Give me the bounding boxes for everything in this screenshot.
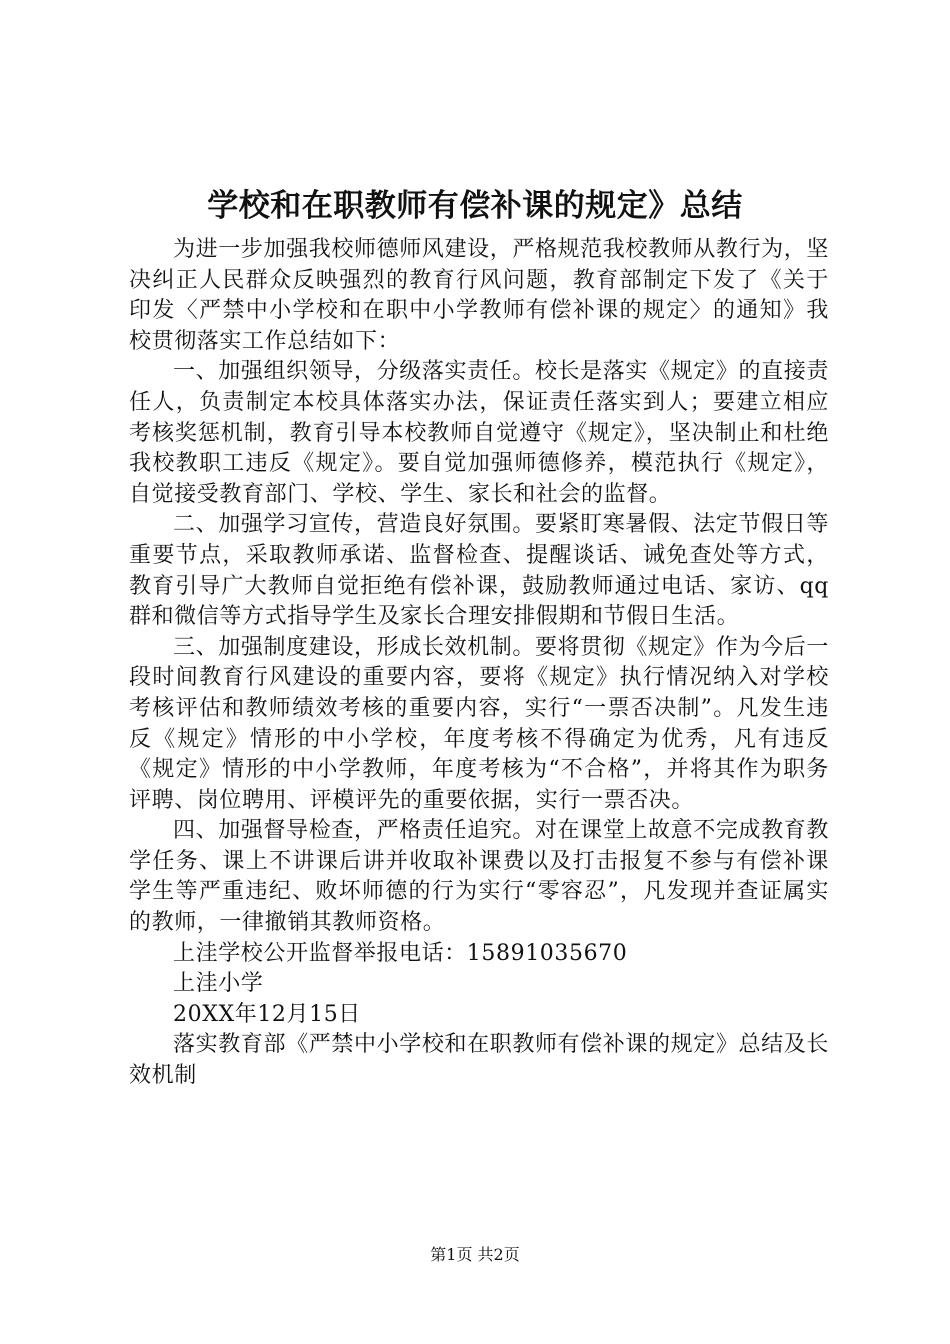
intro-paragraph: 为进一步加强我校师德师风建设，严格规范我校教师从教行为，坚决纠正人民群众反映强烈的教育行风问题，教育部制定下发了《关于印发〈严禁中小学校和在职中小学教师有偿补课的规定〉的通知》我校贯彻落实工作总结如下： bbox=[129, 237, 829, 354]
section-2-paragraph: 二、加强学习宣传，营造良好氛围。要紧盯寒暑假、法定节假日等重要节点，采取教师承诺、监督检查、提醒谈话、诫免查处等方式，教育引导广大教师自觉拒绝有偿补课，鼓励教师通过电话、家访、qq群和微信等方式指导学生及家长合理安排假期和节假日生活。 bbox=[129, 512, 829, 630]
next-title-paragraph: 落实教育部《严禁中小学校和在职教师有偿补课的规定》总结及长效机制 bbox=[129, 1032, 829, 1089]
report-phone-line: 上洼学校公开监督举报电话：15891035670 bbox=[173, 940, 628, 966]
section-4-paragraph: 四、加强督导检查，严格责任追究。对在课堂上故意不完成教育教学任务、课上不讲课后讲并收取补课费以及打击报复不参与有偿补课学生等严重违纪、败坏师德的行为实行“零容忍”，凡发现并查证属实的教师，一律撤销其教师资格。 bbox=[129, 818, 829, 936]
document-title: 学校和在职教师有偿补课的规定》总结 bbox=[207, 188, 743, 224]
section-3-paragraph: 三、加强制度建设，形成长效机制。要将贯彻《规定》作为今后一段时间教育行风建设的重要内容，要将《规定》执行情况纳入对学校考核评估和教师绩效考核的重要内容，实行“一票否决制”。凡发生违反《规定》情形的中小学校，年度考核不得确定为优秀，凡有违反《规定》情形的中小学教师，年度考核为“不合格”，并将其作为职务评聘、岗位聘用、评模评先的重要依据，实行一票否决。 bbox=[129, 634, 829, 813]
document-body bbox=[129, 235, 829, 1092]
page-indicator: 第1页 共2页 bbox=[430, 1245, 520, 1264]
section-1-paragraph: 一、加强组织领导，分级落实责任。校长是落实《规定》的直接责任人，负责制定本校具体落实办法，保证责任落实到人；要建立相应考核奖惩机制，教育引导本校教师自觉遵守《规定》，坚决制止和杜绝我校教职工违反《规定》。要自觉加强师德修养，模范执行《规定》，自觉接受教育部门、学校、学生、家长和社会的监督。 bbox=[129, 359, 829, 507]
signature-school: 上洼小学 bbox=[173, 971, 264, 997]
signature-date: 20XX年12月15日 bbox=[173, 1001, 361, 1027]
